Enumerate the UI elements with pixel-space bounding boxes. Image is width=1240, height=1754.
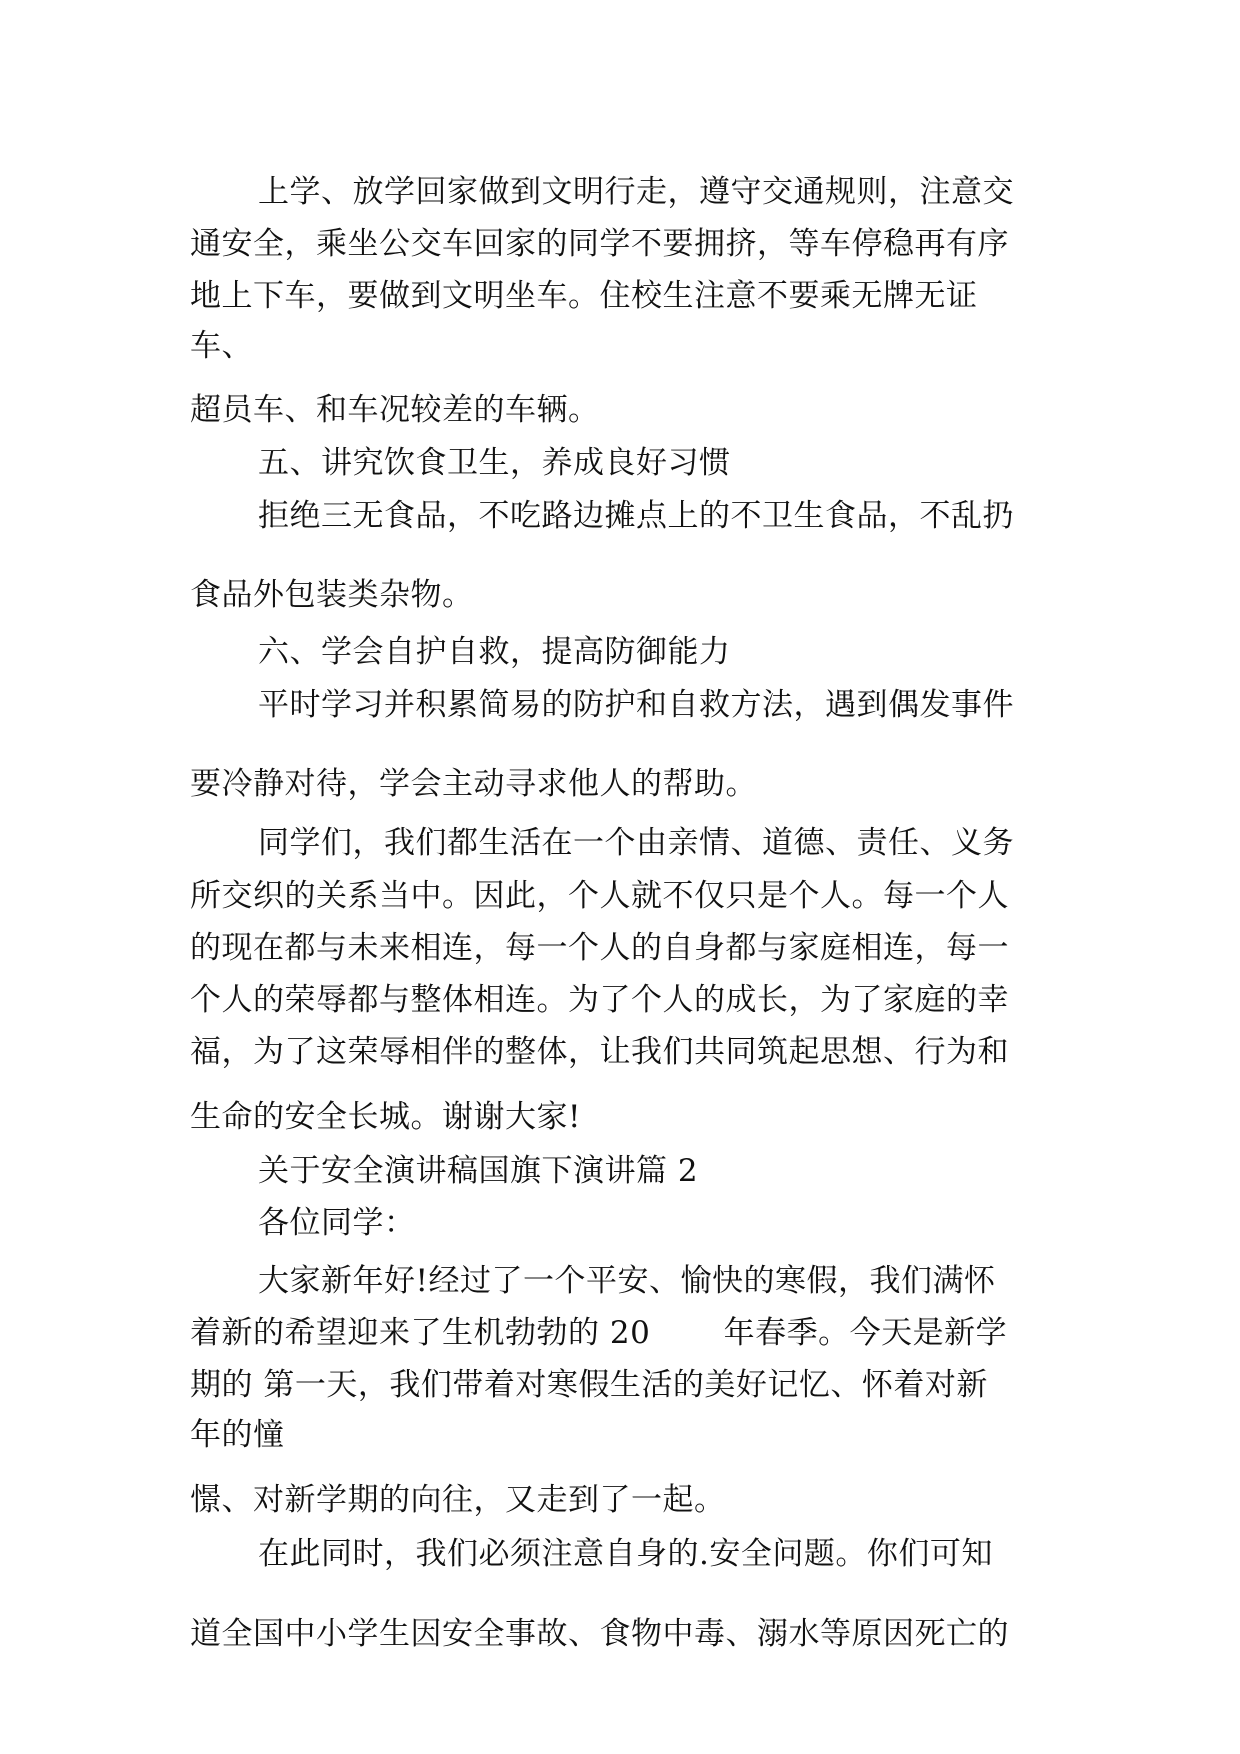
text-line: 上学、放学回家做到文明行走，遵守交通规则，注意交 xyxy=(258,174,1014,210)
salutation: 各位同学： xyxy=(258,1205,416,1241)
section-heading: 六、学会自护自救，提高防御能力 xyxy=(258,634,731,670)
section-heading: 五、讲究饮食卫生，养成良好习惯 xyxy=(258,445,731,481)
text-line: 福，为了这荣辱相伴的整体，让我们共同筑起思想、行为和 xyxy=(190,1034,1009,1070)
text-line: 要冷静对待，学会主动寻求他人的帮助。 xyxy=(190,766,757,802)
text-line: 生命的安全长城。谢谢大家! xyxy=(190,1099,581,1135)
text-line: 期的 第一天，我们带着对寒假生活的美好记忆、怀着对新 xyxy=(190,1367,988,1403)
text-line: 超员车、和车况较差的车辆。 xyxy=(190,392,600,428)
text-line: 拒绝三无食品，不吃路边摊点上的不卫生食品，不乱扔 xyxy=(258,498,1014,534)
text-line: 同学们，我们都生活在一个由亲情、道德、责任、义务 xyxy=(258,825,1014,861)
text-line: 个人的荣辱都与整体相连。为了个人的成长，为了家庭的幸 xyxy=(190,982,1009,1018)
text-line: 憬、对新学期的向往，又走到了一起。 xyxy=(190,1482,726,1518)
section-title: 关于安全演讲稿国旗下演讲篇 2 xyxy=(258,1153,699,1189)
text-line: 所交织的关系当中。因此，个人就不仅只是个人。每一个人 xyxy=(190,878,1009,914)
text-line: 地上下车，要做到文明坐车。住校生注意不要乘无牌无证 xyxy=(190,278,978,314)
text-line: 的现在都与未来相连，每一个人的自身都与家庭相连，每一 xyxy=(190,930,1009,966)
text-line: 通安全，乘坐公交车回家的同学不要拥挤，等车停稳再有序 xyxy=(190,226,1009,262)
text-line: 年的憧 xyxy=(190,1417,285,1453)
text-line: 大家新年好!经过了一个平安、愉快的寒假，我们满怀 xyxy=(258,1263,996,1299)
text-line: 车、 xyxy=(190,328,253,364)
text-line: 平时学习并积累简易的防护和自救方法，遇到偶发事件 xyxy=(258,687,1014,723)
text-line: 食品外包装类杂物。 xyxy=(190,577,474,613)
text-line: 道全国中小学生因安全事故、食物中毒、溺水等原因死亡的 xyxy=(190,1616,1009,1652)
text-line: 在此同时，我们必须注意自身的.安全问题。你们可知 xyxy=(258,1536,993,1572)
text-line: 着新的希望迎来了生机勃勃的 20 年春季。今天是新学 xyxy=(190,1315,1008,1351)
